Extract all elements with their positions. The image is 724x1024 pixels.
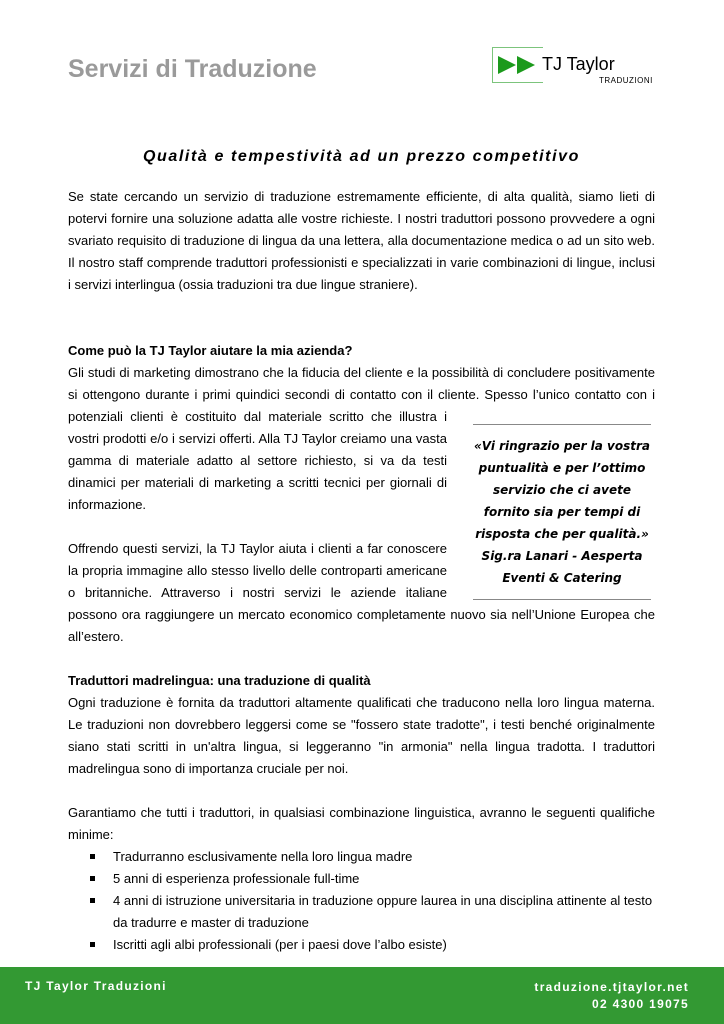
section-heading: Traduttori madrelingua: una traduzione di qualità — [68, 673, 371, 688]
bullet-icon — [90, 942, 95, 947]
list-item: Iscritti agli albi professionali (per i paesi dove l’albo esiste) — [113, 934, 655, 956]
bullet-icon — [90, 876, 95, 881]
footer-website[interactable]: traduzione.tjtaylor.net — [534, 980, 689, 994]
play-arrow-icon — [517, 56, 535, 74]
list-item: 4 anni di istruzione universitaria in traduzione oppure laurea in una disciplina attinente al testo da tradurre e master di traduzione — [113, 890, 655, 934]
subtitle: Qualità e tempestività ad un prezzo competitivo — [142, 148, 581, 165]
logo — [492, 47, 662, 87]
bullet-icon — [90, 854, 95, 859]
footer-contact — [534, 979, 689, 1013]
bullet-icon — [90, 898, 95, 903]
section-azienda — [68, 340, 655, 780]
list-item: 5 anni di esperienza professionale full-time — [113, 868, 655, 890]
footer — [0, 967, 724, 1024]
document-body — [68, 146, 655, 956]
paragraph: Ogni traduzione è fornita da traduttori altamente qualificati che traducono nella loro lingua materna. Le traduzioni non dovrebbero leggersi come se "fossero state tradotte", i testi benché originalmente siano stati scritti in un'altra lingua, si leggeranno "in armonia" nella lingua tradotta. I traduttori madrelingua sono di importanza cruciale per noi. — [68, 695, 655, 776]
page-title: Servizi di Traduzione — [68, 55, 317, 83]
footer-phone: 02 4300 19075 — [592, 997, 689, 1011]
quote-text: «Vi ringrazio per la vostra puntualità e per l’ottimo servizio che ci avete fornito sia per tempi di risposta che per qualità.» — [473, 439, 651, 541]
logo-name: TJ Taylor — [542, 54, 615, 74]
section-heading: Come può la TJ Taylor aiutare la mia azienda? — [68, 343, 353, 358]
play-arrow-icon — [498, 56, 516, 74]
testimonial-quote — [473, 424, 651, 600]
intro-paragraph: Se state cercando un servizio di traduzione estremamente efficiente, di alta qualità, siamo lieti di potervi fornire una soluzione adatta alle vostre richieste. I nostri traduttori possono provvedere a ogni svariato requisito di traduzione di lingua da una lettera, alla documentazione medica o ad un sito web. Il nostro staff comprende traduttori professionisti e specializzati in varie combinazioni di lingue, inclusi i servizi interlingua (ossia traduzioni tra due lingue straniere). — [68, 189, 655, 292]
footer-company: TJ Taylor Traduzioni — [25, 979, 167, 993]
paragraph: Offrendo questi servizi, la TJ Taylor aiuta i clienti a far conoscere la propria immagine allo stesso livello delle controparti americane o britanniche. Attraverso i nostri servizi le aziende italiane possono ora raggiungere un mercato economico completamente nuovo sia nell’Unione Europea che all’estero. — [68, 541, 655, 644]
qualifications-list — [68, 846, 655, 956]
paragraph: Garantiamo che tutti i traduttori, in qualsiasi combinazione linguistica, avranno le seguenti qualifiche minime: — [68, 805, 655, 842]
quote-author: Sig.ra Lanari - Aesperta Eventi & Catering — [481, 549, 643, 585]
paragraph: Gli studi di marketing dimostrano che la fiducia del cliente e la possibilità di concludere positivamente si ottengono durante i primi quindici secondi di contatto con il cliente. Spesso l’unico contatto con i potenziali clienti è costituito dal materiale scritto che illustra i vostri prodotti e/o i servizi offerti. Alla TJ Taylor creiamo una vasta gamma di materiale adatto al settore richiesto, si va da testi dinamici per materiali di marketing a scritti tecnici per giornali di informazione. — [68, 365, 655, 512]
logo-subtitle: TRADUZIONI — [599, 76, 653, 85]
list-item: Tradurranno esclusivamente nella loro lingua madre — [113, 846, 655, 868]
